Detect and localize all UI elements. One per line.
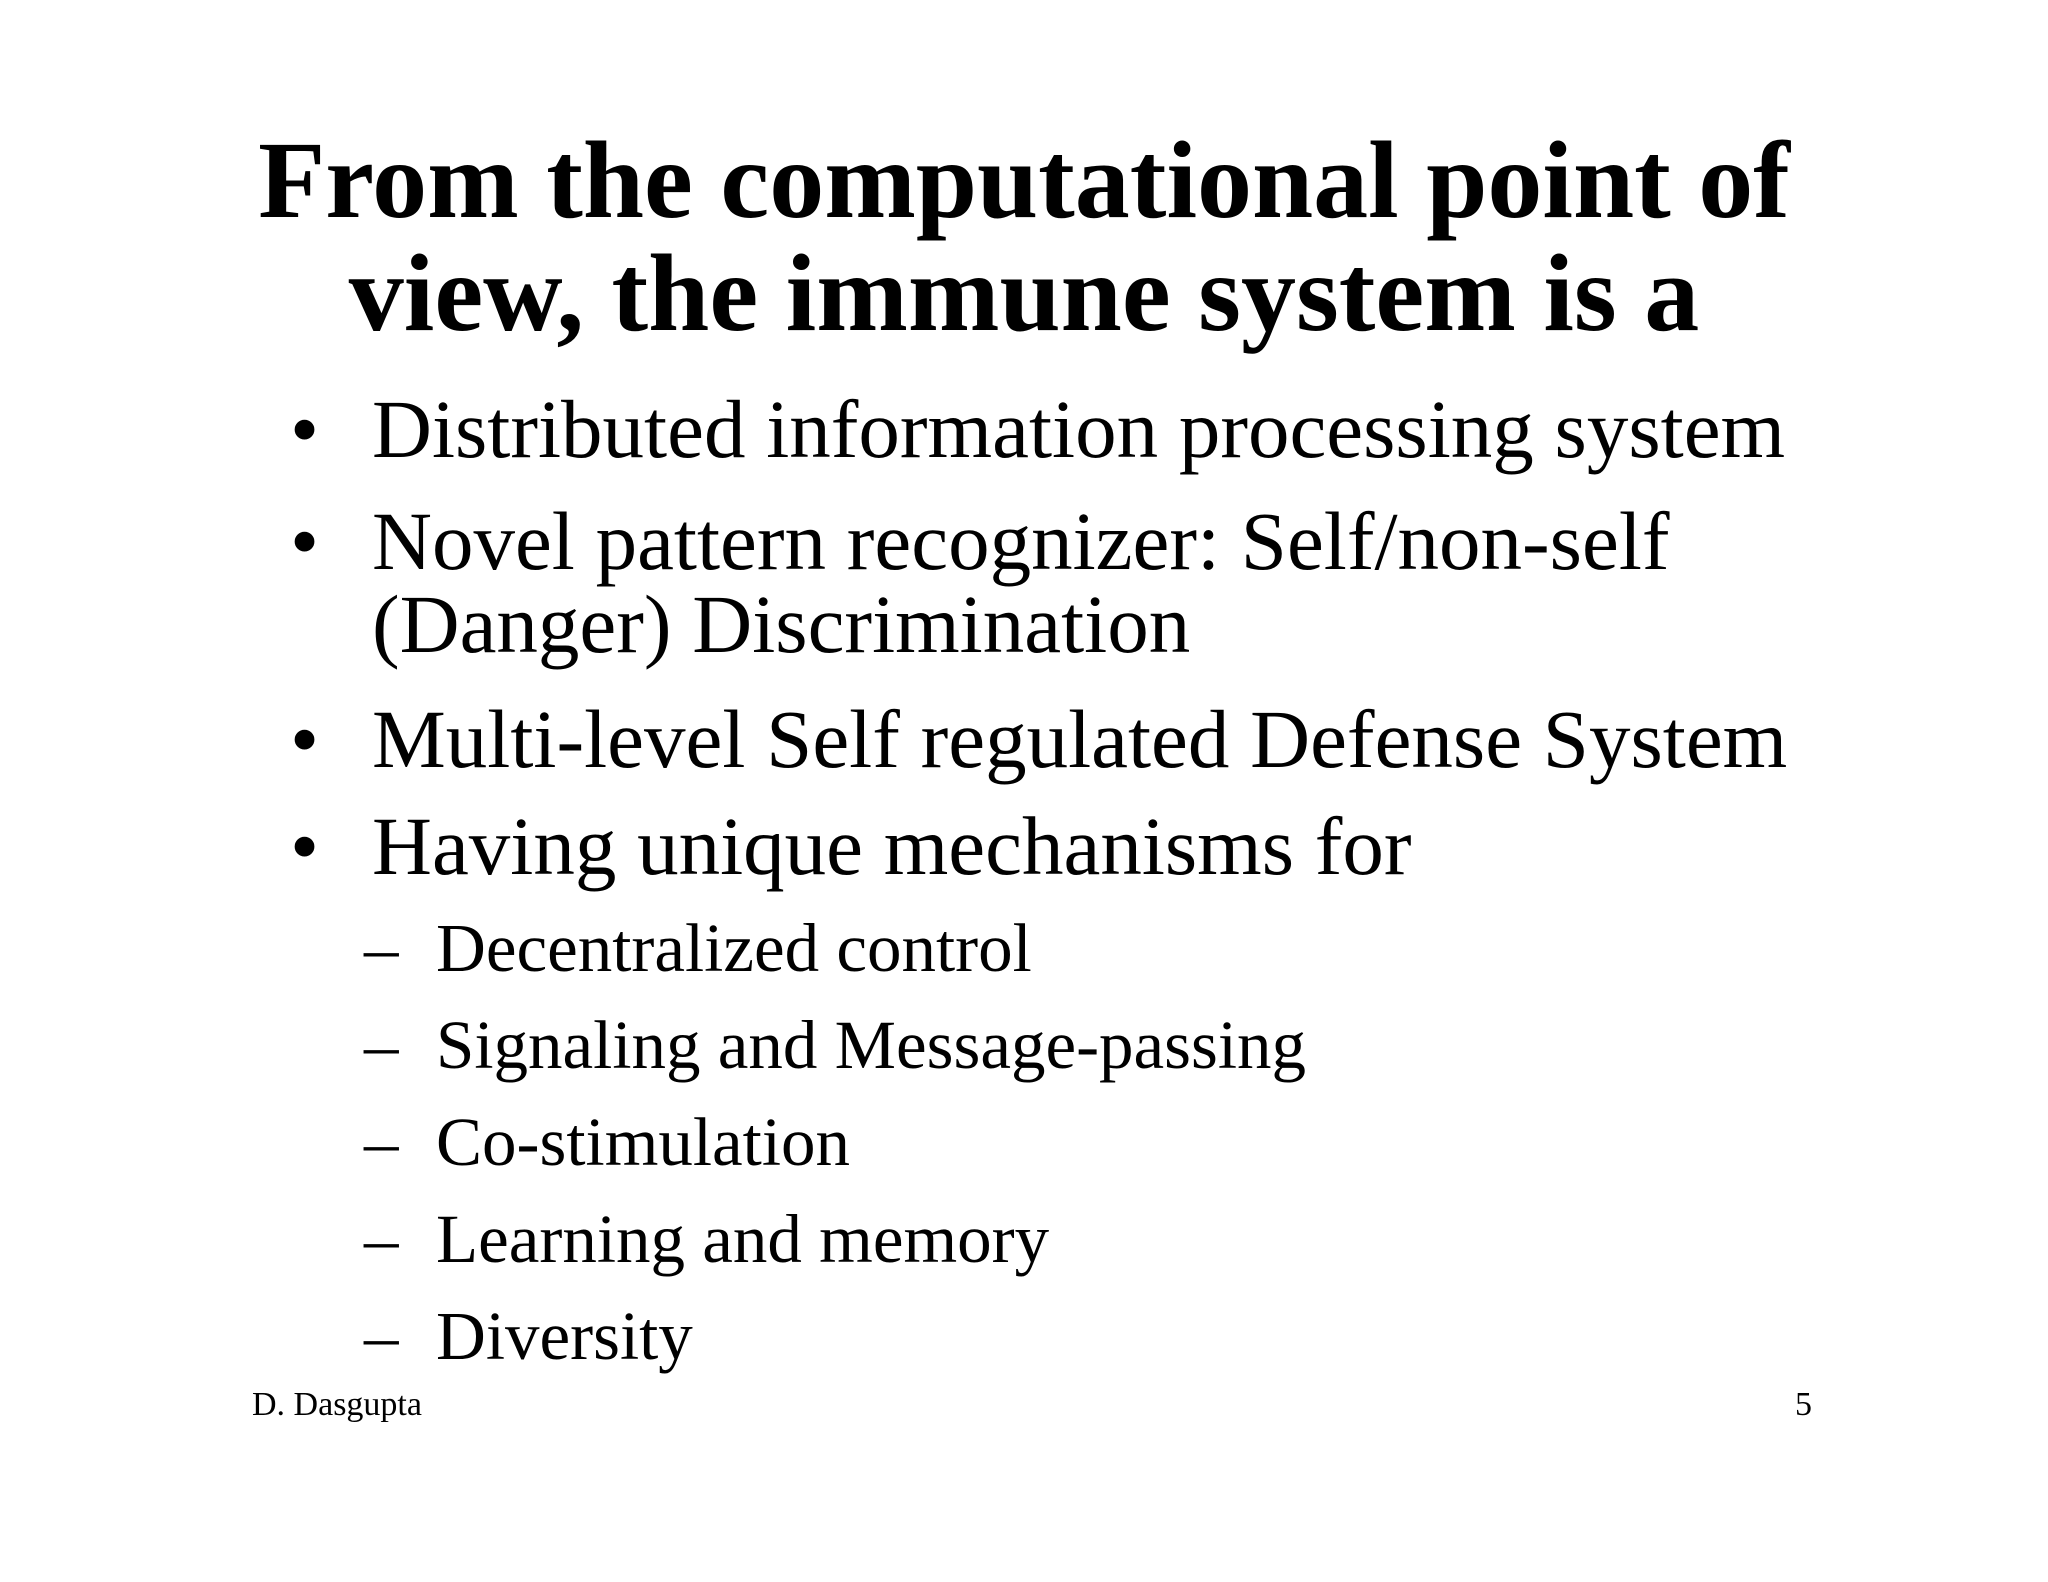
dash-icon: –	[364, 1201, 399, 1277]
dash-icon: –	[364, 1298, 399, 1374]
sub-bullet-text: Diversity	[436, 1298, 693, 1374]
sub-bullet-text: Co-stimulation	[436, 1104, 850, 1180]
dash-icon: –	[364, 1104, 399, 1180]
bullet-text: Multi-level Self regulated Defense System	[372, 693, 1788, 785]
bullet-text: Having unique mechanisms for	[372, 800, 1412, 892]
dash-icon: –	[364, 1007, 399, 1083]
bullet-icon: •	[290, 800, 320, 892]
dash-icon: –	[364, 910, 399, 986]
slide-title-line-1: From the computational point of	[258, 119, 1790, 241]
slide-title-line-2: view, the immune system is a	[348, 232, 1700, 354]
sub-bullet-text: Learning and memory	[436, 1201, 1050, 1277]
page-number: 5	[1795, 1386, 1812, 1423]
bullet-text: Novel pattern recognizer: Self/non-self	[372, 495, 1670, 587]
sub-bullet-text: Signaling and Message-passing	[436, 1007, 1307, 1083]
footer-author: D. Dasgupta	[252, 1386, 422, 1423]
sub-bullet-text: Decentralized control	[436, 910, 1032, 986]
bullet-icon: •	[290, 693, 320, 785]
bullet-icon: •	[290, 383, 320, 475]
bullet-text-continuation: (Danger) Discrimination	[372, 578, 1191, 670]
bullet-text: Distributed information processing system	[372, 383, 1786, 475]
bullet-icon: •	[290, 495, 320, 587]
